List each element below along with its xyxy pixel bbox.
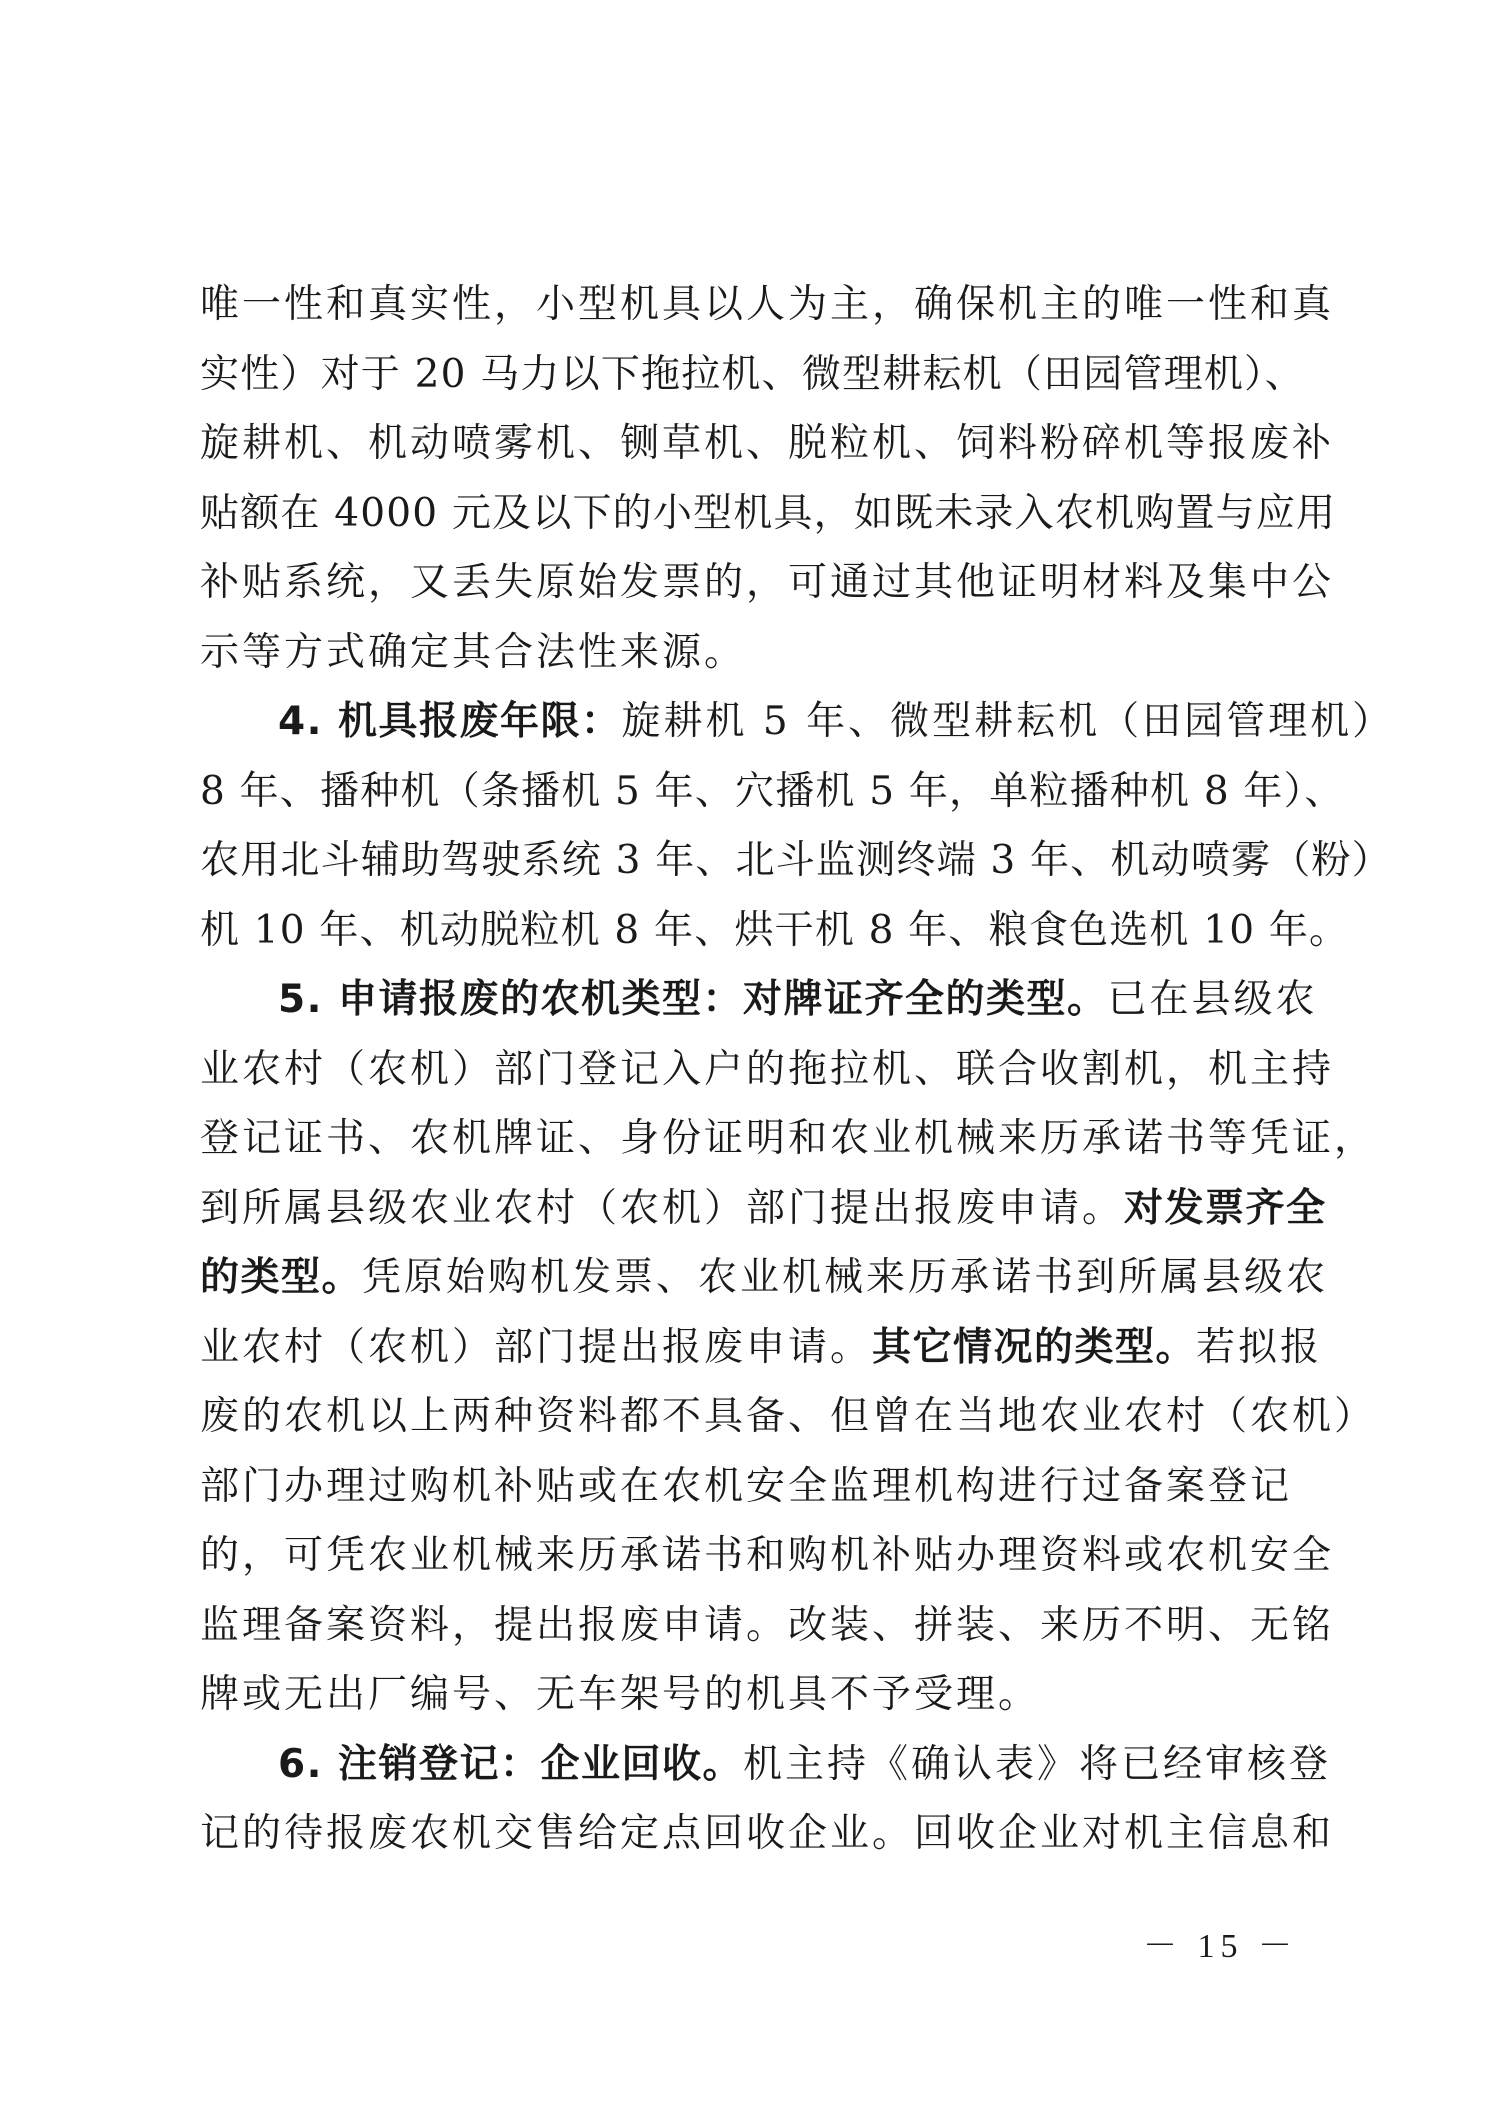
bold-text-segment: 6. 注销登记：企业回收。: [278, 1741, 744, 1787]
text-segment: 到所属县级农业农村（农机）部门提出报废申请。: [200, 1185, 1125, 1231]
paragraph-line: [200, 896, 1350, 966]
bold-text-segment: 其它情况的类型。: [872, 1324, 1197, 1370]
paragraph-line: [200, 826, 1392, 896]
paragraph-line: [200, 548, 1335, 618]
paragraph-line: [200, 1591, 1335, 1661]
section-6-heading-line: [200, 1730, 1332, 1800]
bold-text-segment: 4. 机具报废年限：: [278, 699, 622, 744]
text-segment: 若拟报: [1196, 1324, 1323, 1370]
paragraph-line: [200, 270, 1335, 340]
text-segment: 业农村（农机）部门提出报废申请。: [200, 1324, 873, 1370]
text-segment: 机 10 年、机动脱粒机 8 年、烘干机 8 年、粮食色选机 10 年。: [200, 907, 1350, 953]
text-segment: 记的待报废农机交售给定点回收企业。回收企业对机主信息和: [200, 1811, 1335, 1856]
paragraph-line: [200, 1660, 1290, 1730]
text-segment: 8 年、播种机（条播机 5 年、穴播机 5 年，单粒播种机 8 年）、: [200, 768, 1345, 814]
paragraph-line: [200, 1104, 1377, 1174]
text-segment: 示等方式确定其合法性来源。: [200, 629, 747, 675]
body-text: [200, 270, 1395, 1869]
text-segment: 农用北斗辅助驾驶系统 3 年、北斗监测终端 3 年、机动喷雾（粉）: [200, 838, 1392, 883]
paragraph-line: [200, 1382, 1377, 1452]
text-segment: 实性）对于 20 马力以下拖拉机、微型耕耘机（田园管理机）、: [200, 351, 1305, 397]
text-segment: 部门办理过购机补贴或在农机安全监理机构进行过备案登记: [200, 1463, 1293, 1509]
bold-text-segment: 5. 申请报废的农机类型：对牌证齐全的类型。: [278, 977, 1108, 1022]
bold-text-segment: 的类型。: [200, 1255, 363, 1300]
text-segment: 牌或无出厂编号、无车架号的机具不予受理。: [200, 1672, 1041, 1717]
text-segment: 的，可凭农业机械来历承诺书和购机补贴办理资料或农机安全: [200, 1533, 1335, 1578]
text-segment: 唯一性和真实性，小型机具以人为主，确保机主的唯一性和真: [200, 282, 1335, 327]
section-5-heading-line: [200, 965, 1318, 1035]
paragraph-line: [200, 1521, 1335, 1591]
section-4-heading-line: [200, 687, 1395, 757]
paragraph-line: [200, 757, 1345, 827]
paragraph-line: [200, 1452, 1293, 1522]
paragraph-line: [200, 1799, 1335, 1869]
paragraph-line: [200, 479, 1337, 549]
text-segment: 旋耕机、机动喷雾机、铡草机、脱粒机、饲料粉碎机等报废补: [200, 421, 1335, 466]
paragraph-line: [200, 340, 1305, 410]
text-segment: 贴额在 4000 元及以下的小型机具，如既未录入农机购置与应用: [200, 490, 1337, 536]
text-segment: 旋耕机 5 年、微型耕耘机（田园管理机）: [621, 699, 1395, 744]
paragraph-line: [200, 1035, 1335, 1105]
text-segment: 机主持《确认表》将已经审核登: [743, 1741, 1332, 1787]
text-segment: 登记证书、农机牌证、身份证明和农业机械来历承诺书等凭证，: [200, 1116, 1377, 1161]
paragraph-line: [200, 1243, 1329, 1313]
text-segment: 废的农机以上两种资料都不具备、但曾在当地农业农村（农机）: [200, 1394, 1377, 1439]
page-number: － 15 －: [1143, 1928, 1298, 1965]
text-segment: 凭原始购机发票、农业机械来历承诺书到所属县级农: [362, 1255, 1329, 1300]
text-segment: 监理备案资料，提出报废申请。改装、拼装、来历不明、无铭: [200, 1602, 1335, 1648]
text-segment: 已在县级农: [1107, 977, 1318, 1022]
text-segment: 补贴系统，又丢失原始发票的，可通过其他证明材料及集中公: [200, 560, 1335, 605]
paragraph-line: [200, 1313, 1323, 1383]
bold-text-segment: 对发票齐全: [1124, 1185, 1327, 1231]
paragraph-line: [200, 409, 1335, 479]
text-segment: 业农村（农机）部门登记入户的拖拉机、联合收割机，机主持: [200, 1046, 1335, 1092]
paragraph-line: [200, 618, 1290, 688]
paragraph-line: [200, 1174, 1327, 1244]
